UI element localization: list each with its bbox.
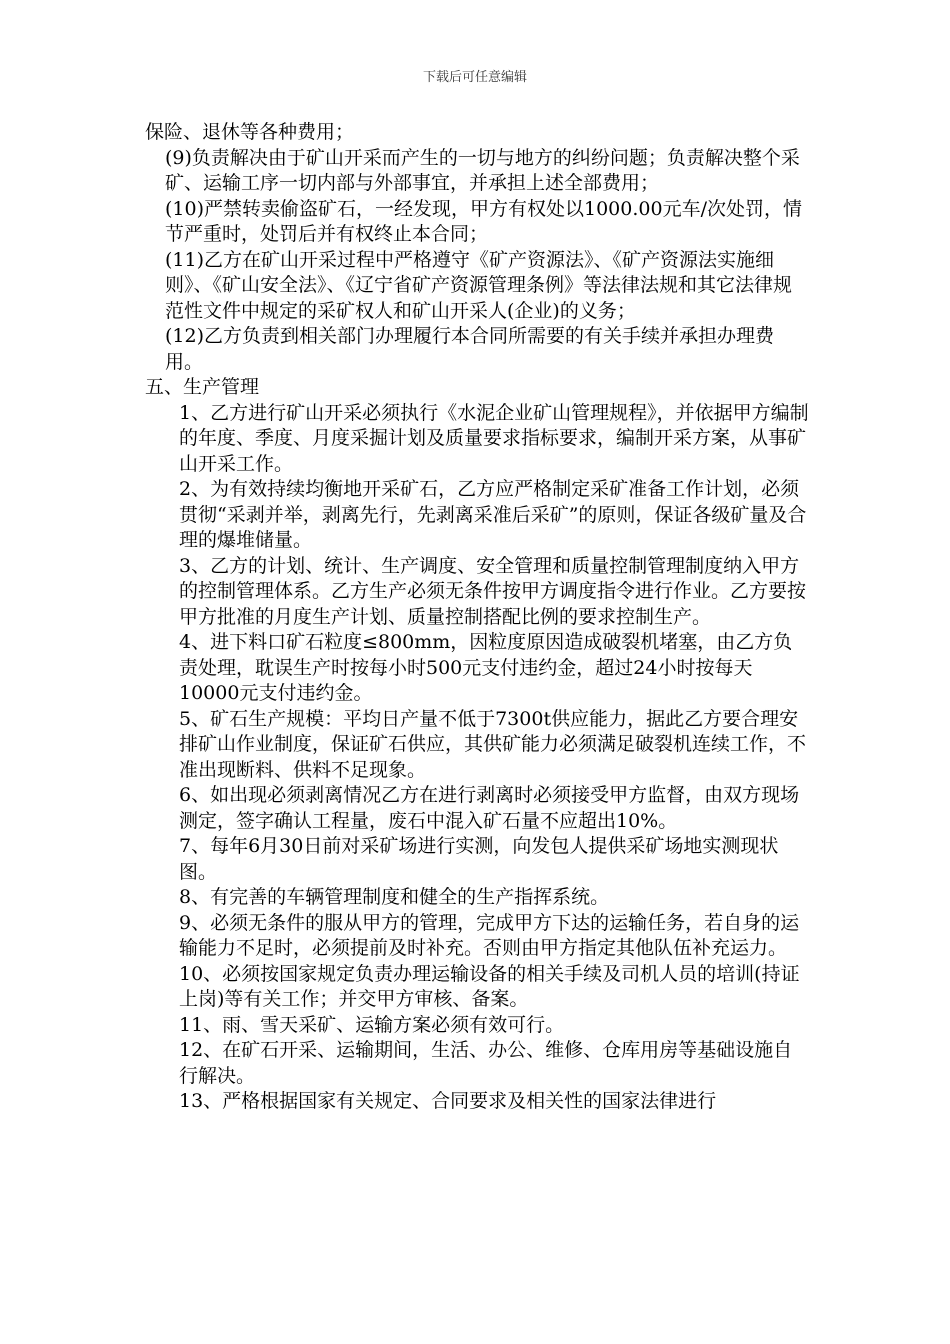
paragraph: 3、乙方的计划、统计、生产调度、安全管理和质量控制管理制度纳入甲方的控制管理体系。乙方生产必须无条件按甲方调度指令进行作业。乙方要按甲方批准的月度生产计划、质量控制搭配比例的要求控制生产。: [179, 554, 807, 628]
paragraph: 保险、退休等各种费用；: [145, 121, 355, 143]
document-body: [145, 120, 810, 1115]
paragraph: 4、进下料口矿石粒度≤800mm，因粒度原因造成破裂机堵塞，由乙方负责处理，耽误生产时按每小时500元支付违约金，超过24小时按每天10000元支付违约金。: [179, 631, 793, 704]
paragraph: 8、有完善的车辆管理制度和健全的生产指挥系统。: [179, 886, 610, 908]
paragraph: 13、严格根据国家有关规定、合同要求及相关性的国家法律进行: [179, 1090, 717, 1112]
paragraph: (12)乙方负责到相关部门办理履行本合同所需要的有关手续并承担办理费用。: [165, 325, 775, 373]
paragraph: 1、乙方进行矿山开采必须执行《水泥企业矿山管理规程》，并依据甲方编制的年度、季度、月度采掘计划及质量要求指标要求，编制开采方案，从事矿山开采工作。: [179, 401, 809, 475]
paragraph: 12、在矿石开采、运输期间，生活、办公、维修、仓库用房等基础设施自行解决。: [179, 1039, 793, 1087]
paragraph: 7、每年6月30日前对采矿场进行实测，向发包人提供采矿场地实测现状图。: [179, 835, 779, 883]
paragraph: (11)乙方在矿山开采过程中严格遵守《矿产资源法》、《矿产资源法实施细则》、《矿山安全法》、《辽宁省矿产资源管理条例》等法律法规和其它法律规范性文件中规定的采矿权人和矿山开采人(企业)的义务；: [165, 248, 793, 322]
paragraph: 5、矿石生产规模：平均日产量不低于7300t供应能力，据此乙方要合理安排矿山作业制度，保证矿石供应，其供矿能力必须满足破裂机连续工作，不准出现断料、供料不足现象。: [179, 707, 807, 781]
page-header: 下载后可任意编辑: [422, 70, 527, 85]
paragraph: (10)严禁转卖偷盗矿石，一经发现，甲方有权处以1000.00元车/次处罚，情节严重时，处罚后并有权终止本合同；: [165, 197, 802, 245]
paragraph: (9)负责解决由于矿山开采而产生的一切与地方的纠纷问题；负责解决整个采矿、运输工序一切内部与外部事宜，并承担上述全部费用；: [165, 146, 800, 194]
section-heading: 五、生产管理: [145, 376, 260, 398]
paragraph: 6、如出现必须剥离情况乙方在进行剥离时必须接受甲方监督，由双方现场测定，签字确认工程量，废石中混入矿石量不应超出10%。: [179, 784, 800, 832]
paragraph: 9、必须无条件的服从甲方的管理，完成甲方下达的运输任务，若自身的运输能力不足时，必须提前及时补充。否则由甲方指定其他队伍补充运力。: [179, 911, 800, 959]
paragraph: 2、为有效持续均衡地开采矿石，乙方应严格制定采矿准备工作计划，必须贯彻“采剥并举，剥离先行，先剥离采准后采矿”的原则，保证各级矿量及合理的爆堆储量。: [179, 478, 807, 551]
paragraph: 10、必须按国家规定负责办理运输设备的相关手续及司机人员的培训(持证上岗)等有关工作；并交甲方审核、备案。: [179, 962, 800, 1010]
paragraph: 11、雨、雪天采矿、运输方案必须有效可行。: [179, 1013, 565, 1036]
